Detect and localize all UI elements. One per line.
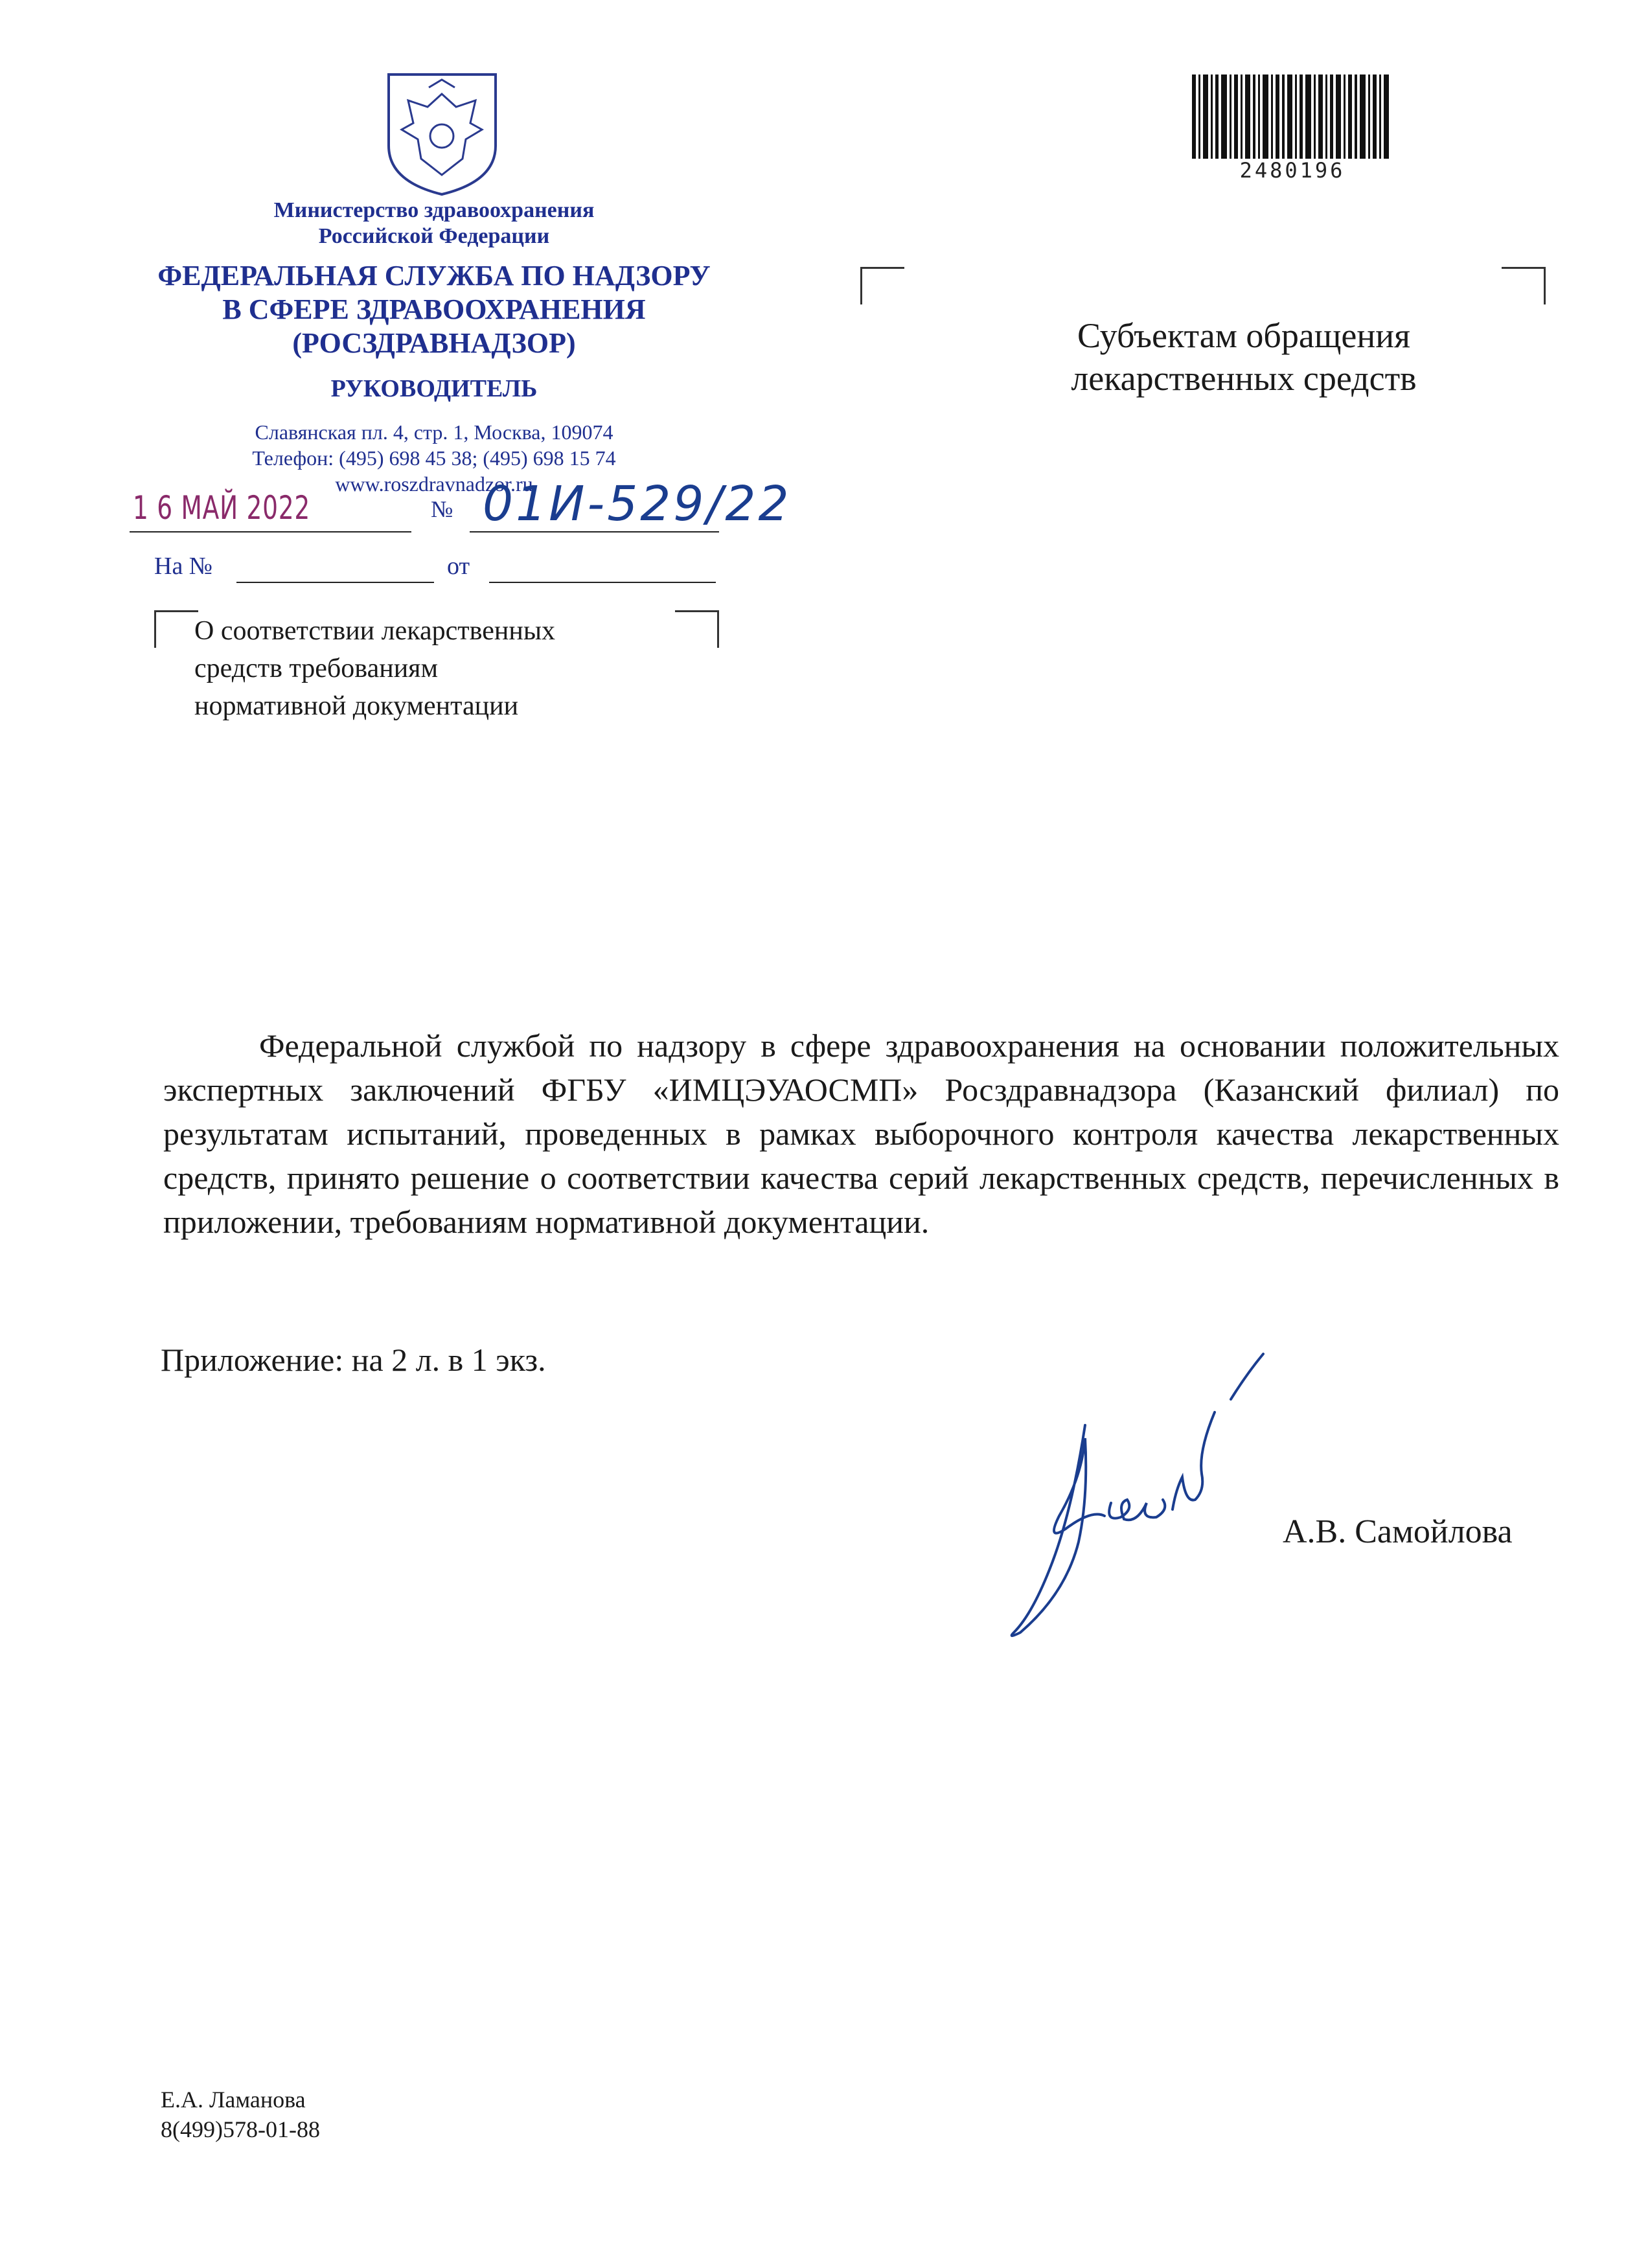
ministry-line-1: Министерство здравоохранения [273, 198, 595, 222]
service-name [130, 259, 739, 360]
date-underline [130, 531, 411, 533]
addressee-line-1: Субъектам обращения [1077, 316, 1411, 355]
barcode-number: 2480196 [1239, 158, 1345, 183]
subject [194, 612, 687, 725]
subject-line-1: О соответствии лекарственных [194, 616, 556, 646]
website: www.roszdravnadzor.ru [335, 472, 533, 496]
signer-name: А.В. Самойлова [1283, 1513, 1513, 1550]
coat-of-arms-icon [382, 68, 502, 198]
subject-line-3: нормативной документации [194, 691, 519, 721]
address: Славянская пл. 4, стр. 1, Москва, 109074 [255, 420, 613, 444]
ministry-name [130, 198, 739, 249]
reference-underline [236, 582, 434, 583]
registration-number: 01И-529/22 [483, 476, 792, 532]
addressee-bracket-left [860, 267, 904, 304]
reference-label: На № [154, 553, 213, 580]
body-paragraph: Федеральной службой по надзору в сфере здравоохранения на основании положительных экспертных заключений ФГБУ «ИМЦЭУАОСМП» Росздравнадзора (Казанский филиал) по результатам испытаний, проведенных в рамках выборочного контроля качества лекарственных средств, принято решение о соответствии качества серий лекарственных средств, перечисленных в приложении, требованиям нормативной документации. [163, 1027, 1559, 1240]
phone: Телефон: (495) 698 45 38; (495) 698 15 74 [252, 446, 616, 470]
barcode [1192, 74, 1393, 159]
addressee-line-2: лекарственных средств [1071, 359, 1417, 398]
appendix-note: Приложение: на 2 л. в 1 экз. [161, 1342, 546, 1378]
from-label: от [447, 553, 470, 580]
service-line-3: (РОСЗДРАВНАДЗОР) [292, 327, 576, 359]
date-stamp: 1 6 МАЙ 2022 [133, 489, 310, 527]
executor [161, 2085, 320, 2144]
ministry-line-2: Российской Федерации [318, 224, 550, 248]
from-underline [489, 582, 716, 583]
number-label: № [431, 496, 453, 522]
handwritten-signature [1007, 1347, 1279, 1645]
position-title: РУКОВОДИТЕЛЬ [330, 375, 538, 402]
executor-phone: 8(499)578-01-88 [161, 2116, 320, 2142]
service-line-1: ФЕДЕРАЛЬНАЯ СЛУЖБА ПО НАДЗОРУ [157, 260, 711, 292]
addressee [985, 314, 1503, 400]
executor-name: Е.А. Ламанова [161, 2087, 306, 2113]
subject-bracket-left [154, 610, 198, 648]
service-line-2: В СФЕРЕ ЗДРАВООХРАНЕНИЯ [222, 293, 646, 325]
addressee-bracket-right [1502, 267, 1546, 304]
subject-line-2: средств требованиям [194, 654, 439, 683]
